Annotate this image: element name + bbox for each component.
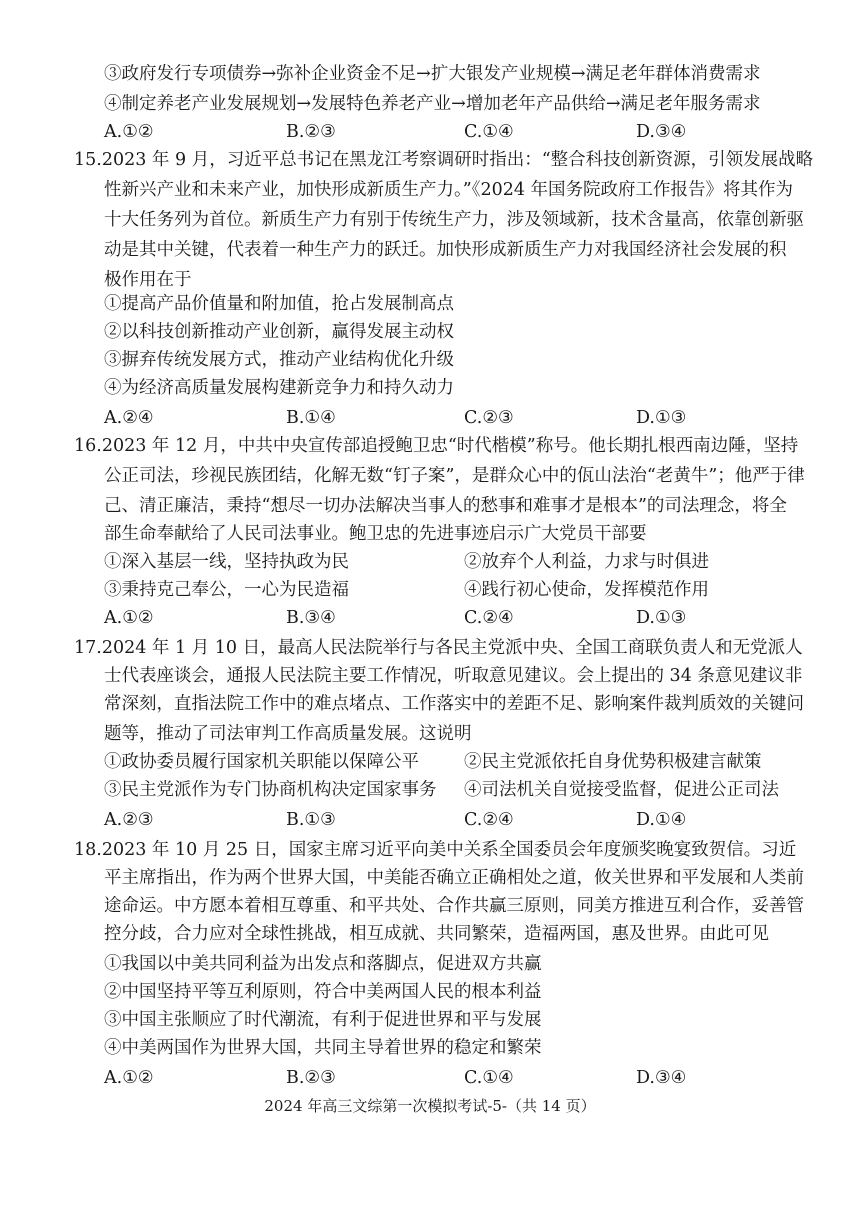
- q18-option-d: D.③④: [636, 1068, 687, 1088]
- q15-stem-line: 15.2023 年 9 月，习近平总书记在黑龙江考察调研时指出：“整合科技创新资源，引领发展战略: [74, 150, 814, 170]
- q16-statement-2: ②放弃个人利益，力求与时俱进: [464, 552, 709, 572]
- q17-option-d: D.①④: [636, 810, 687, 830]
- q15-option-c: C.②③: [464, 408, 514, 428]
- q17-statement-3: ③民主党派作为专门协商机构决定国家事务: [104, 780, 437, 800]
- q17-statement-4: ④司法机关自觉接受监督，促进公正司法: [464, 780, 779, 800]
- q14-option-a: A.①②: [104, 122, 154, 142]
- q17-stem-line: 题等，推动了司法审判工作高质量发展。这说明: [104, 724, 472, 744]
- q18-option-c: C.①④: [464, 1068, 514, 1088]
- q15-stem-line: 十大任务列为首位。新质生产力有别于传统生产力，涉及领域新，技术含量高，依靠创新驱: [104, 210, 804, 230]
- q15-statement-1: ①提高产品价值量和附加值，抢占发展制高点: [104, 294, 454, 314]
- q16-option-b: B.③④: [286, 608, 336, 628]
- q16-statement-1: ①深入基层一线，坚持执政为民: [104, 552, 349, 572]
- q17-statement-2: ②民主党派依托自身优势积极建言献策: [464, 752, 762, 772]
- q16-option-c: C.②④: [464, 608, 514, 628]
- q18-stem-line: 途命运。中方愿本着相互尊重、和平共处、合作共赢三原则，同美方推进互利合作，妥善管: [104, 896, 804, 916]
- q15-option-d: D.①③: [636, 408, 687, 428]
- q16-option-d: D.①③: [636, 608, 687, 628]
- q17-option-c: C.②④: [464, 810, 514, 830]
- q16-statement-3: ③秉持克己奉公，一心为民造福: [104, 580, 349, 600]
- q14-option-b: B.②③: [286, 122, 336, 142]
- q15-stem-line: 极作用在于: [104, 270, 192, 290]
- q16-stem-line: 公正司法，珍视民族团结，化解无数“钉子案”，是群众心中的佤山法治“老黄牛”；他严于律: [104, 466, 805, 486]
- page-footer: 2024 年高三文综第一次模拟考试-5-（共 14 页）: [264, 1097, 596, 1115]
- q15-option-b: B.①④: [286, 408, 336, 428]
- q14-statement-3: ③政府发行专项债券→弥补企业资金不足→扩大银发产业规模→满足老年群体消费需求: [104, 64, 761, 84]
- q18-stem-line: 控分歧，合力应对全球性挑战，相互成就、共同繁荣，造福两国，惠及世界。由此可见: [104, 924, 769, 944]
- q16-stem-line: 部生命奉献给了人民司法事业。鲍卫忠的先进事迹启示广大党员干部要: [104, 524, 647, 544]
- q17-statement-1: ①政协委员履行国家机关职能以保障公平: [104, 752, 419, 772]
- q18-statement-1: ①我国以中美共同利益为出发点和落脚点，促进双方共赢: [104, 954, 542, 974]
- q16-option-a: A.①②: [104, 608, 154, 628]
- q15-statement-2: ②以科技创新推动产业创新，赢得发展主动权: [104, 322, 454, 342]
- q14-option-c: C.①④: [464, 122, 514, 142]
- q15-stem-line: 动是其中关键，代表着一种生产力的跃迁。加快形成新质生产力对我国经济社会发展的积: [104, 240, 787, 260]
- q16-stem-line: 己、清正廉洁，秉持“想尽一切办法解决当事人的愁事和难事才是根本”的司法理念，将全: [104, 496, 787, 516]
- q15-option-a: A.②④: [104, 408, 154, 428]
- q15-statement-3: ③摒弃传统发展方式，推动产业结构优化升级: [104, 350, 454, 370]
- q17-option-b: B.①③: [286, 810, 336, 830]
- q18-stem-line: 平主席指出，作为两个世界大国，中美能否确立正确相处之道，攸关世界和平发展和人类前: [104, 868, 804, 888]
- q14-option-d: D.③④: [636, 122, 687, 142]
- q15-stem-line: 性新兴产业和未来产业，加快形成新质生产力。”《2024 年国务院政府工作报告》将其作为: [104, 180, 794, 200]
- q18-statement-4: ④中美两国作为世界大国，共同主导着世界的稳定和繁荣: [104, 1038, 542, 1058]
- q18-statement-2: ②中国坚持平等互利原则，符合中美两国人民的根本利益: [104, 982, 542, 1002]
- q17-stem-line: 17.2024 年 1 月 10 日，最高人民法院举行与各民主党派中央、全国工商联负责人和无党派人: [74, 638, 803, 658]
- q14-statement-4: ④制定养老产业发展规划→发展特色养老产业→增加老年产品供给→满足老年服务需求: [104, 94, 761, 114]
- q18-statement-3: ③中国主张顺应了时代潮流，有利于促进世界和平与发展: [104, 1010, 542, 1030]
- q18-stem-line: 18.2023 年 10 月 25 日，国家主席习近平向美中关系全国委员会年度颁奖晚宴致贺信。习近: [74, 840, 797, 860]
- q15-statement-4: ④为经济高质量发展构建新竞争力和持久动力: [104, 378, 454, 398]
- q18-option-b: B.②③: [286, 1068, 336, 1088]
- q18-option-a: A.①②: [104, 1068, 154, 1088]
- q16-stem-line: 16.2023 年 12 月，中共中央宣传部追授鲍卫忠“时代楷模”称号。他长期扎根西南边陲，坚持: [74, 436, 799, 456]
- q17-option-a: A.②③: [104, 810, 154, 830]
- q17-stem-line: 常深刻，直指法院工作中的难点堵点、工作落实中的差距不足、影响案件裁判质效的关键问: [104, 694, 804, 714]
- q16-statement-4: ④践行初心使命，发挥模范作用: [464, 580, 709, 600]
- q17-stem-line: 士代表座谈会，通报人民法院主要工作情况，听取意见建议。会上提出的 34 条意见建议非: [104, 666, 803, 686]
